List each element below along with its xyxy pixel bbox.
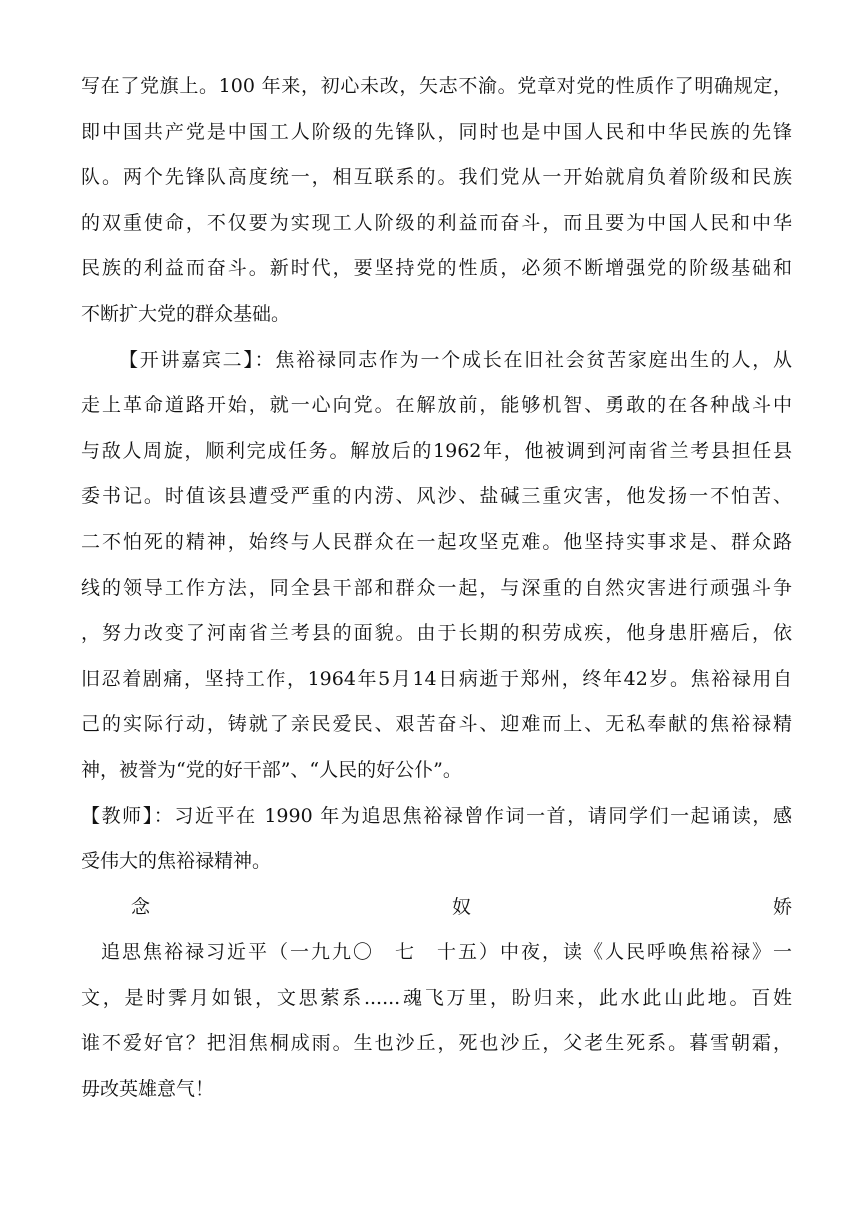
text-line: 文，是时霁月如银，文思萦系......魂飞万里，盼归来，此水此山此地。百姓 — [81, 986, 792, 1009]
text-line: 【开讲嘉宾二】：焦裕禄同志作为一个成长在旧社会贫苦家庭出生的人，从 — [119, 348, 792, 371]
poem-title-char: 念 — [131, 895, 151, 918]
text-line: 即中国共产党是中国工人阶级的先锋队，同时也是中国人民和中华民族的先锋 — [81, 120, 792, 143]
text-line: 追思焦裕禄习近平（一九九〇 七 十五）中夜，读《人民呼唤焦裕禄》一 — [101, 941, 792, 964]
text-line: 走上革命道路开始，就一心向党。在解放前，能够机智、勇敢的在各种战斗中 — [81, 394, 792, 417]
text-line: 己的实际行动，铸就了亲民爱民、艰苦奋斗、迎难而上、无私奉献的焦裕禄精 — [81, 713, 792, 736]
poem-body — [81, 930, 792, 1112]
text-line: 委书记。时值该县遭受严重的内涝、风沙、盐碱三重灾害，他发扬一不怕苦、 — [81, 485, 792, 508]
paragraph-teacher — [81, 794, 792, 885]
text-line: 的双重使命，不仅要为实现工人阶级的利益而奋斗，而且要为中国人民和中华 — [81, 211, 792, 234]
text-line: 谁不爱好官？把泪焦桐成雨。生也沙丘，死也沙丘，父老生死系。暮雪朝霜， — [81, 1032, 792, 1055]
text-line: 二不怕死的精神，始终与人民群众在一起攻坚克难。他坚持实事求是、群众路 — [81, 530, 792, 553]
text-line: 不断扩大党的群众基础。 — [81, 302, 291, 325]
text-line: 写在了党旗上。100 年来，初心未改，矢志不渝。党章对党的性质作了明确规定， — [81, 75, 792, 97]
text-line: 与敌人周旋，顺利完成任务。解放后的1962年，他被调到河南省兰考县担任县 — [81, 439, 792, 462]
text-line: 毋改英雄意气！ — [81, 1078, 215, 1101]
text-line: 受伟大的焦裕禄精神。 — [81, 850, 272, 873]
text-line: 【教师】：习近平在 1990 年为追思焦裕禄曾作词一首，请同学们一起诵读，感 — [81, 804, 792, 827]
poem-title — [81, 885, 792, 931]
text-line: 线的领导工作方法，同全县干部和群众一起，与深重的自然灾害进行顽强斗争 — [81, 576, 792, 599]
text-line: 旧忍着剧痛，坚持工作，1964年5月14日病逝于郑州，终年42岁。焦裕禄用自 — [81, 667, 792, 690]
poem-title-char: 娇 — [772, 895, 792, 918]
text-line: 队。两个先锋队高度统一，相互联系的。我们党从一开始就肩负着阶级和民族 — [81, 166, 792, 189]
text-line: 民族的利益而奋斗。新时代，要坚持党的性质，必须不断增强党的阶级基础和 — [81, 257, 792, 280]
paragraph-guest-two — [81, 338, 792, 794]
paragraph-party-nature — [81, 64, 792, 338]
text-line: 神，被誉为“党的好干部”、“人民的好公仆”。 — [81, 758, 462, 781]
text-line: ，努力改变了河南省兰考县的面貌。由于长期的积劳成疾，他身患肝癌后，依 — [81, 622, 792, 645]
poem-title-char: 奴 — [451, 895, 471, 918]
